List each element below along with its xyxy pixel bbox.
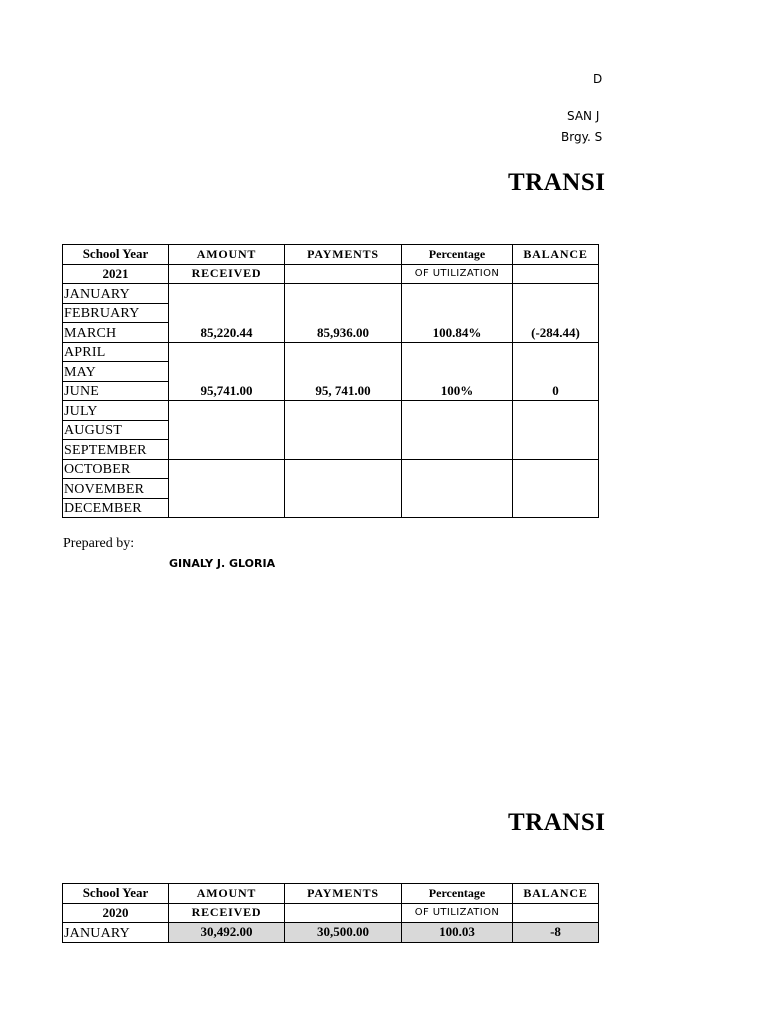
table-row: [63, 342, 599, 362]
utilization-table-2021: [62, 244, 599, 518]
month-cell: JULY: [63, 401, 169, 421]
table-row: [63, 401, 599, 421]
utilization-table-2020: [62, 883, 599, 943]
table-header-row: [63, 884, 599, 904]
month-cell: MAY: [63, 362, 169, 382]
month-cell: MARCH: [63, 323, 169, 343]
header-address: Brgy. S: [561, 130, 603, 144]
empty-cell: [285, 264, 402, 284]
month-cell: AUGUST: [63, 420, 169, 440]
percentage-cell: [402, 459, 513, 518]
col-amount: AMOUNT: [169, 884, 285, 904]
year-cell: 2021: [63, 264, 169, 284]
payments-cell: [285, 459, 402, 518]
percentage-cell: [402, 401, 513, 460]
table-row: [63, 459, 599, 479]
month-cell: JANUARY: [63, 284, 169, 304]
header-line-1: D: [593, 72, 603, 86]
balance-cell: -8: [513, 923, 599, 943]
payments-cell: [285, 401, 402, 460]
amount-cell: 85,220.44: [169, 284, 285, 343]
table-subheader-row: [63, 264, 599, 284]
month-cell: JUNE: [63, 381, 169, 401]
month-cell: NOVEMBER: [63, 479, 169, 499]
col-payments: PAYMENTS: [285, 884, 402, 904]
payments-cell: 30,500.00: [285, 923, 402, 943]
payments-cell: 85,936.00: [285, 284, 402, 343]
col-payments: PAYMENTS: [285, 245, 402, 265]
balance-cell: [513, 459, 599, 518]
prepared-by-label: Prepared by:: [63, 536, 135, 551]
empty-cell: [513, 264, 599, 284]
amount-cell: [169, 401, 285, 460]
percentage-cell: 100.84%: [402, 284, 513, 343]
month-cell: SEPTEMBER: [63, 440, 169, 460]
month-cell: APRIL: [63, 342, 169, 362]
balance-cell: (-284.44): [513, 284, 599, 343]
report-title-2020: TRANSI: [508, 809, 606, 836]
percentage-cell: 100%: [402, 342, 513, 401]
amount-cell: [169, 459, 285, 518]
month-cell: FEBRUARY: [63, 303, 169, 323]
payments-cell: 95, 741.00: [285, 342, 402, 401]
col-percentage: Percentage: [402, 884, 513, 904]
col-percentage-sub: OF UTILIZATION: [402, 903, 513, 923]
col-amount-sub: RECEIVED: [169, 264, 285, 284]
balance-cell: [513, 401, 599, 460]
col-percentage: Percentage: [402, 245, 513, 265]
month-cell: OCTOBER: [63, 459, 169, 479]
percentage-cell: 100.03: [402, 923, 513, 943]
empty-cell: [285, 903, 402, 923]
header-school-name: SAN J: [567, 109, 600, 123]
amount-cell: 30,492.00: [169, 923, 285, 943]
month-cell: DECEMBER: [63, 498, 169, 518]
table-row: [63, 923, 599, 943]
amount-cell: 95,741.00: [169, 342, 285, 401]
col-amount: AMOUNT: [169, 245, 285, 265]
empty-cell: [513, 903, 599, 923]
year-cell: 2020: [63, 903, 169, 923]
col-school-year: School Year: [63, 245, 169, 265]
col-percentage-sub: OF UTILIZATION: [402, 264, 513, 284]
col-balance: BALANCE: [513, 245, 599, 265]
balance-cell: 0: [513, 342, 599, 401]
col-amount-sub: RECEIVED: [169, 903, 285, 923]
table-subheader-row: [63, 903, 599, 923]
col-balance: BALANCE: [513, 884, 599, 904]
table-row: [63, 284, 599, 304]
table-header-row: [63, 245, 599, 265]
col-school-year: School Year: [63, 884, 169, 904]
report-title-2021: TRANSI: [508, 169, 606, 196]
prepared-by-name: GINALY J. GLORIA: [169, 557, 276, 570]
month-cell: JANUARY: [63, 923, 169, 943]
